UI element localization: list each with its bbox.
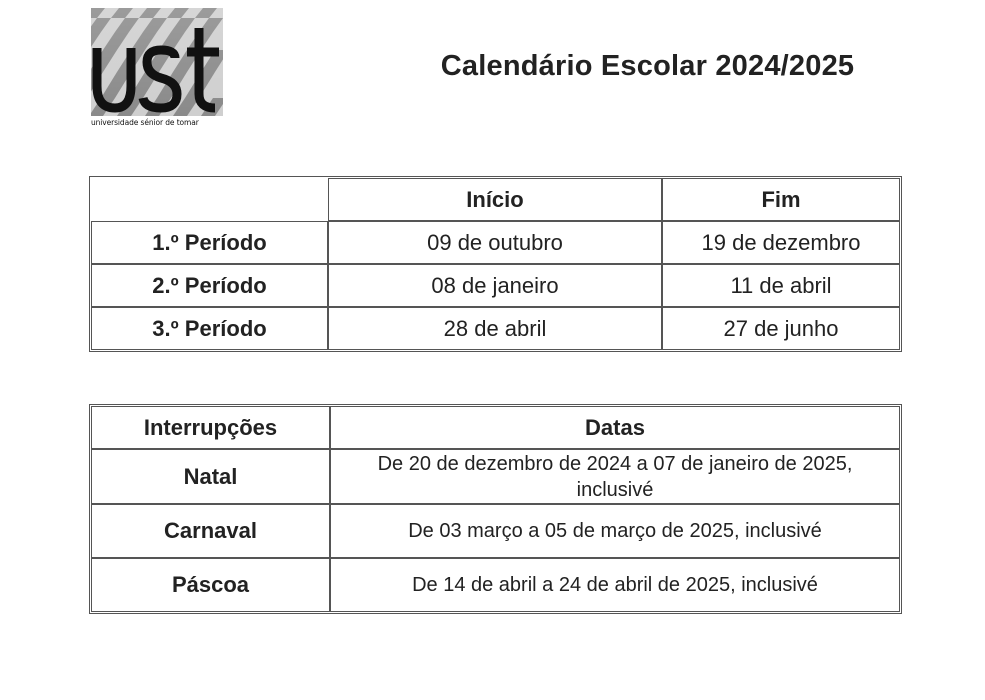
period-label: 3.º Período — [91, 307, 328, 350]
interruption-dates: De 14 de abril a 24 de abril de 2025, inclusivé — [330, 558, 900, 612]
period-end: 27 de junho — [662, 307, 900, 350]
periods-header-blank — [91, 178, 328, 221]
table-row — [91, 307, 900, 350]
periods-header-fim: Fim — [662, 178, 900, 221]
table-row — [91, 449, 900, 504]
table-row — [91, 504, 900, 558]
university-logo — [91, 8, 223, 128]
interruption-dates: De 03 março a 05 de março de 2025, inclusivé — [330, 504, 900, 558]
period-label: 2.º Período — [91, 264, 328, 307]
period-start: 28 de abril — [328, 307, 662, 350]
page-title: Calendário Escolar 2024/2025 — [440, 50, 855, 82]
interruptions-header-label: Interrupções — [91, 406, 330, 449]
periods-header-inicio: Início — [328, 178, 662, 221]
table-row — [91, 221, 900, 264]
period-end: 19 de dezembro — [662, 221, 900, 264]
period-label: 1.º Período — [91, 221, 328, 264]
interruption-label: Carnaval — [91, 504, 330, 558]
interruption-label: Páscoa — [91, 558, 330, 612]
interruption-dates: De 20 de dezembro de 2024 a 07 de janeiro de 2025, inclusivé — [330, 449, 900, 504]
logo-caption: universidade sénior de tomar — [91, 118, 199, 127]
interruptions-header-dates: Datas — [330, 406, 900, 449]
table-row — [91, 558, 900, 612]
interruptions-table — [89, 404, 902, 614]
periods-header-row — [91, 178, 900, 221]
interruptions-header-row — [91, 406, 900, 449]
period-end: 11 de abril — [662, 264, 900, 307]
logo-checkerboard-graphic — [91, 8, 223, 128]
table-row — [91, 264, 900, 307]
interruption-label: Natal — [91, 449, 330, 504]
period-start: 08 de janeiro — [328, 264, 662, 307]
periods-table — [89, 176, 902, 352]
period-start: 09 de outubro — [328, 221, 662, 264]
